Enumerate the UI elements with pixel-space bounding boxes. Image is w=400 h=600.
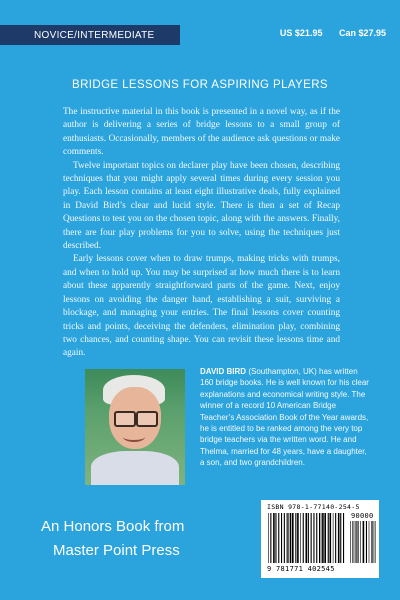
barcode-bars — [268, 513, 346, 563]
barcode-supplement-bars — [350, 521, 376, 563]
price-us: US $21.95 — [279, 28, 323, 38]
author-photo — [85, 369, 185, 485]
level-text: NOVICE/INTERMEDIATE — [34, 29, 155, 41]
cover-heading: BRIDGE LESSONS FOR ASPIRING PLAYERS — [72, 79, 328, 91]
description-paragraph-2: Twelve important topics on declarer play have been chosen, describing techniques that you might apply several times during every session you play. Each lesson contains at least eight illustrative deals, fully explained in David Bird’s clear and lucid style. There is then a set of Recap Questions to test you on the chosen topic, along with the answers. Finally, there are four play problems for you to solve, using the techniques just described. — [63, 160, 340, 252]
publisher-line-1: An Honors Book from — [41, 518, 185, 535]
level-label — [0, 25, 180, 45]
barcode — [261, 500, 379, 578]
author-bio-text: (Southampton, UK) has written 160 bridge books. He is well known for his clear explanations and economical writing style. The winner of a record 10 American Bridge Teacher’s Association Book of the Year awards, he is entitled to be ranked among the very top bridge teachers via the written word. He and Thelma, married for 48 years, have a daughter, a son, and two grandchildren. — [200, 367, 369, 468]
isbn-number: ISBN 978-1-77140-254-5 — [267, 503, 360, 511]
author-name: DAVID BIRD — [200, 367, 247, 376]
publisher-credit — [41, 515, 184, 563]
description-paragraph-1: The instructive material in this book is presented in a novel way, as if the author is delivering a series of bridge lessons to a small group of enthusiasts. Occasionally, members of the audience ask questions or make comments. — [63, 107, 340, 158]
publisher-line-2: Master Point Press — [53, 542, 180, 559]
description-paragraph-3: Early lessons cover when to draw trumps, making tricks with trumps, and when to hold up. You may be surprised at how much there is to learn about these apparently straightforward parts of the game. Next, enjoy lessons on avoiding the danger hand, establishing a suit, surviving a blockage, and managing your entries. The final lessons cover counting tricks and points, deceiving the defenders, elimination play, combining two chances, and counting shape. You can revisit these lessons time and again. — [63, 254, 340, 359]
book-description — [63, 106, 340, 361]
price-block — [280, 28, 386, 38]
author-bio — [200, 366, 372, 469]
price-can: Can $27.95 — [338, 28, 386, 38]
barcode-digits: 9 781771 402545 — [267, 565, 335, 573]
barcode-supplement: 90000 — [351, 512, 374, 520]
